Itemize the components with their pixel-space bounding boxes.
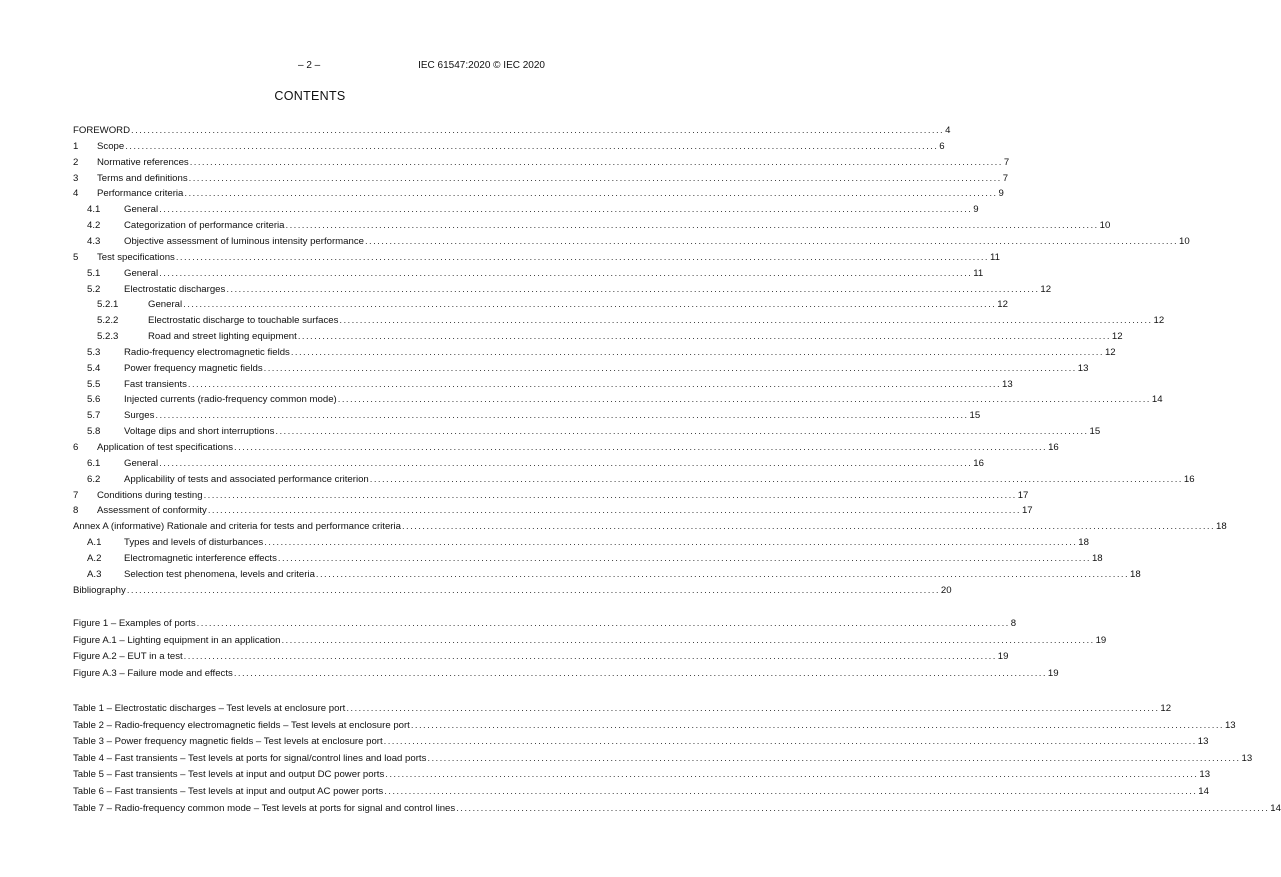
toc-entry[interactable] [73,666,1059,680]
entry-title: Terms and definitions [97,173,188,184]
entry-title: Figure A.3 – Failure mode and effects [73,668,233,679]
entry-number: A.2 [87,553,102,564]
toc-entry[interactable] [73,649,1009,663]
dot-leader: ........................................................................................................................................................................................................ [277,553,1091,564]
dot-leader: ........................................................................................................................................................................................................ [187,379,1002,390]
dot-leader: ........................................................................................................................................................................................................ [281,635,1095,646]
toc-entry[interactable] [73,567,1141,581]
toc-entry[interactable] [73,456,984,470]
toc-entry[interactable] [73,767,1211,781]
entry-title: Table 7 – Radio-frequency common mode – Test levels at ports for signal and control lines [73,803,456,814]
entry-title: Bibliography [73,585,126,596]
entry-page: 12 [1040,284,1052,295]
toc-entry[interactable] [73,282,1052,296]
dot-leader: ........................................................................................................................................................................................................ [339,315,1153,326]
dot-leader: ........................................................................................................................................................................................................ [427,753,1241,764]
entry-title: Road and street lighting equipment [148,331,297,342]
dot-leader: ........................................................................................................................................................................................................ [203,490,1017,501]
dot-leader: ........................................................................................................................................................................................................ [159,458,973,469]
entry-number: 2 [73,157,79,168]
entry-number: 5.8 [87,426,101,437]
entry-page: 18 [1078,537,1089,548]
toc-entry[interactable] [73,297,1008,311]
toc-entry[interactable] [73,551,1103,565]
toc-entry[interactable] [73,751,1253,765]
entry-number: 4.1 [87,204,101,215]
toc-entry[interactable] [73,701,1172,715]
entry-page: 11 [973,268,984,279]
dot-leader: ........................................................................................................................................................................................................ [183,299,997,310]
dot-leader: ........................................................................................................................................................................................................ [337,394,1151,405]
dot-leader: ........................................................................................................................................................................................................ [315,569,1130,580]
dot-leader: ........................................................................................................................................................................................................ [126,585,940,596]
dot-leader: ........................................................................................................................................................................................................ [346,703,1160,714]
entry-page: 15 [969,410,981,421]
entry-title: Table 3 – Power frequency magnetic fields – Test levels at enclosure port [73,736,383,747]
dot-leader: ........................................................................................................................................................................................................ [175,252,989,263]
toc-entry[interactable] [73,202,979,216]
dot-leader: ........................................................................................................................................................................................................ [159,268,973,279]
toc-entry[interactable] [73,345,1116,359]
entry-page: 9 [973,204,979,215]
toc-entry[interactable] [73,424,1101,438]
entry-number: 3 [73,173,79,184]
entry-title: Application of test specifications [97,442,233,453]
entry-page: 7 [1002,173,1009,184]
dot-leader: ........................................................................................................................................................................................................ [385,769,1199,780]
dot-leader: ........................................................................................................................................................................................................ [125,141,939,152]
entry-title: Categorization of performance criteria [124,220,285,231]
dot-leader: ........................................................................................................................................................................................................ [234,442,1048,453]
entry-page: 14 [1270,803,1281,814]
entry-number: 5 [73,252,79,263]
dot-leader: ........................................................................................................................................................................................................ [456,803,1270,814]
entry-title: Electrostatic discharge to touchable surfaces [148,315,339,326]
entry-page: 12 [1111,331,1123,342]
toc-entry[interactable] [73,784,1209,798]
entry-page: 15 [1089,426,1101,437]
entry-title: Injected currents (radio-frequency common mode) [124,394,337,405]
entry-title: Table 4 – Fast transients – Test levels at ports for signal/control lines and load ports [73,753,427,764]
entry-number: 5.2.1 [97,299,119,310]
entry-page: 14 [1198,786,1209,797]
entry-page: 20 [940,585,952,596]
entry-number: 5.2 [87,284,101,295]
toc-entry[interactable] [73,139,945,153]
entry-number: 5.1 [87,268,101,279]
entry-number: 5.2.2 [97,315,119,326]
entry-title: Scope [97,141,125,152]
dot-leader: ........................................................................................................................................................................................................ [189,157,1003,168]
toc-entry[interactable] [73,123,951,137]
toc-entry[interactable] [73,266,984,280]
toc-entry[interactable] [73,234,1190,248]
entry-page: 13 [1197,736,1209,747]
entry-number: 6.1 [87,458,101,469]
entry-page: 17 [1021,505,1033,516]
toc-entry[interactable] [73,718,1236,732]
entry-number: 4.2 [87,220,101,231]
entry-number: 4 [73,188,79,199]
toc-entry[interactable] [73,472,1195,486]
page-number: – 2 – [298,60,321,71]
entry-page: 13 [1002,379,1013,390]
entry-page: 12 [1153,315,1165,326]
toc-entry[interactable] [73,519,1227,533]
entry-page: 13 [1199,769,1211,780]
entry-title: Assessment of conformity [97,505,207,516]
entry-title: Table 5 – Fast transients – Test levels at input and output DC power ports [73,769,385,780]
entry-number: 5.7 [87,410,101,421]
entry-number: 4.3 [87,236,101,247]
entry-page: 14 [1151,394,1163,405]
entry-title: Applicability of tests and associated performance criterion [124,474,369,485]
entry-number: A.1 [87,537,102,548]
entry-title: Electromagnetic interference effects [124,553,277,564]
toc-entry[interactable] [73,313,1165,327]
entry-page: 13 [1077,363,1089,374]
list-of-figures [73,616,1107,686]
entry-title: Types and levels of disturbances [124,537,264,548]
toc-entry[interactable] [73,250,1000,264]
entry-title: General [124,268,159,279]
table-of-contents [73,123,1227,603]
entry-page: 9 [998,188,1004,199]
entry-title: Fast transients [124,379,187,390]
dot-leader: ........................................................................................................................................................................................................ [159,204,973,215]
toc-entry[interactable] [73,155,1010,169]
entry-number: 5.3 [87,347,101,358]
entry-page: 19 [1095,635,1107,646]
entry-title: Table 1 – Electrostatic discharges – Test levels at enclosure port [73,703,346,714]
toc-entry[interactable] [73,734,1209,748]
entry-number: 8 [73,505,79,516]
toc-entry[interactable] [73,440,1059,454]
entry-number: 6.2 [87,474,101,485]
entry-page: 12 [1160,703,1172,714]
entry-page: 17 [1017,490,1029,501]
dot-leader: ........................................................................................................................................................................................................ [264,537,1078,548]
toc-entry[interactable] [73,616,1017,630]
entry-number: A.3 [87,569,102,580]
entry-page: 7 [1003,157,1010,168]
dot-leader: ........................................................................................................................................................................................................ [384,786,1198,797]
toc-entry[interactable] [73,583,952,597]
toc-entry[interactable] [73,377,1013,391]
entry-page: 19 [1047,668,1059,679]
entry-title: Voltage dips and short interruptions [124,426,275,437]
dot-leader: ........................................................................................................................................................................................................ [401,521,1216,532]
entry-number: 6 [73,442,79,453]
entry-page: 4 [945,125,951,136]
entry-page: 16 [1183,474,1195,485]
dot-leader: ........................................................................................................................................................................................................ [290,347,1104,358]
entry-title: Figure 1 – Examples of ports [73,618,196,629]
entry-page: 6 [939,141,945,152]
entry-number: 1 [73,141,79,152]
toc-entry[interactable] [73,218,1111,232]
entry-page: 8 [1010,618,1017,629]
entry-page: 18 [1216,521,1227,532]
entry-title: Table 6 – Fast transients – Test levels at input and output AC power ports [73,786,384,797]
entry-title: Surges [124,410,155,421]
dot-leader: ........................................................................................................................................................................................................ [233,668,1047,679]
entry-title: Objective assessment of luminous intensity performance [124,236,364,247]
toc-entry[interactable] [73,633,1107,647]
entry-title: FOREWORD [73,125,131,136]
dot-leader: ........................................................................................................................................................................................................ [184,188,998,199]
dot-leader: ........................................................................................................................................................................................................ [275,426,1089,437]
dot-leader: ........................................................................................................................................................................................................ [297,331,1111,342]
toc-entry[interactable] [73,171,1009,185]
entry-page: 13 [1224,720,1236,731]
entry-number: 7 [73,490,79,501]
list-of-tables [73,701,1281,821]
entry-number: 5.2.3 [97,331,119,342]
dot-leader: ........................................................................................................................................................................................................ [207,505,1021,516]
entry-title: General [148,299,183,310]
entry-title: Annex A (informative) Rationale and criteria for tests and performance criteria [73,521,401,532]
entry-title: Electrostatic discharges [124,284,226,295]
toc-entry[interactable] [73,801,1281,815]
contents-title: CONTENTS [274,89,346,103]
toc-entry[interactable] [73,488,1029,502]
dot-leader: ........................................................................................................................................................................................................ [369,474,1183,485]
entry-title: Normative references [97,157,189,168]
entry-page: 18 [1130,569,1141,580]
dot-leader: ........................................................................................................................................................................................................ [226,284,1040,295]
entry-page: 12 [1104,347,1116,358]
dot-leader: ........................................................................................................................................................................................................ [383,736,1197,747]
toc-entry[interactable] [73,392,1163,406]
entry-title: Conditions during testing [97,490,203,501]
entry-page: 18 [1091,553,1103,564]
entry-title: Test specifications [97,252,175,263]
entry-page: 10 [1179,236,1190,247]
toc-entry[interactable] [73,535,1089,549]
entry-page: 13 [1241,753,1253,764]
dot-leader: ........................................................................................................................................................................................................ [196,618,1010,629]
toc-entry[interactable] [73,186,1004,200]
entry-title: Figure A.2 – EUT in a test [73,651,183,662]
entry-page: 16 [973,458,984,469]
entry-title: General [124,204,159,215]
entry-title: General [124,458,159,469]
dot-leader: ........................................................................................................................................................................................................ [188,173,1002,184]
entry-title: Radio-frequency electromagnetic fields [124,347,290,358]
dot-leader: ........................................................................................................................................................................................................ [183,651,997,662]
toc-entry[interactable] [73,361,1089,375]
entry-page: 19 [997,651,1009,662]
entry-page: 10 [1099,220,1111,231]
toc-entry[interactable] [73,329,1123,343]
entry-number: 5.5 [87,379,101,390]
toc-entry[interactable] [73,408,981,422]
dot-leader: ........................................................................................................................................................................................................ [285,220,1099,231]
entry-title: Selection test phenomena, levels and criteria [124,569,315,580]
standard-reference: IEC 61547:2020 © IEC 2020 [418,60,545,71]
dot-leader: ........................................................................................................................................................................................................ [263,363,1077,374]
entry-title: Table 2 – Radio-frequency electromagnetic fields – Test levels at enclosure port [73,720,410,731]
entry-title: Performance criteria [97,188,184,199]
entry-number: 5.4 [87,363,101,374]
dot-leader: ........................................................................................................................................................................................................ [155,410,969,421]
toc-entry[interactable] [73,503,1033,517]
entry-title: Figure A.1 – Lighting equipment in an application [73,635,281,646]
entry-number: 5.6 [87,394,101,405]
entry-title: Power frequency magnetic fields [124,363,263,374]
entry-page: 12 [997,299,1008,310]
entry-page: 11 [989,252,1000,263]
dot-leader: ........................................................................................................................................................................................................ [410,720,1224,731]
entry-page: 16 [1048,442,1059,453]
dot-leader: ........................................................................................................................................................................................................ [364,236,1179,247]
dot-leader: ........................................................................................................................................................................................................ [131,125,945,136]
